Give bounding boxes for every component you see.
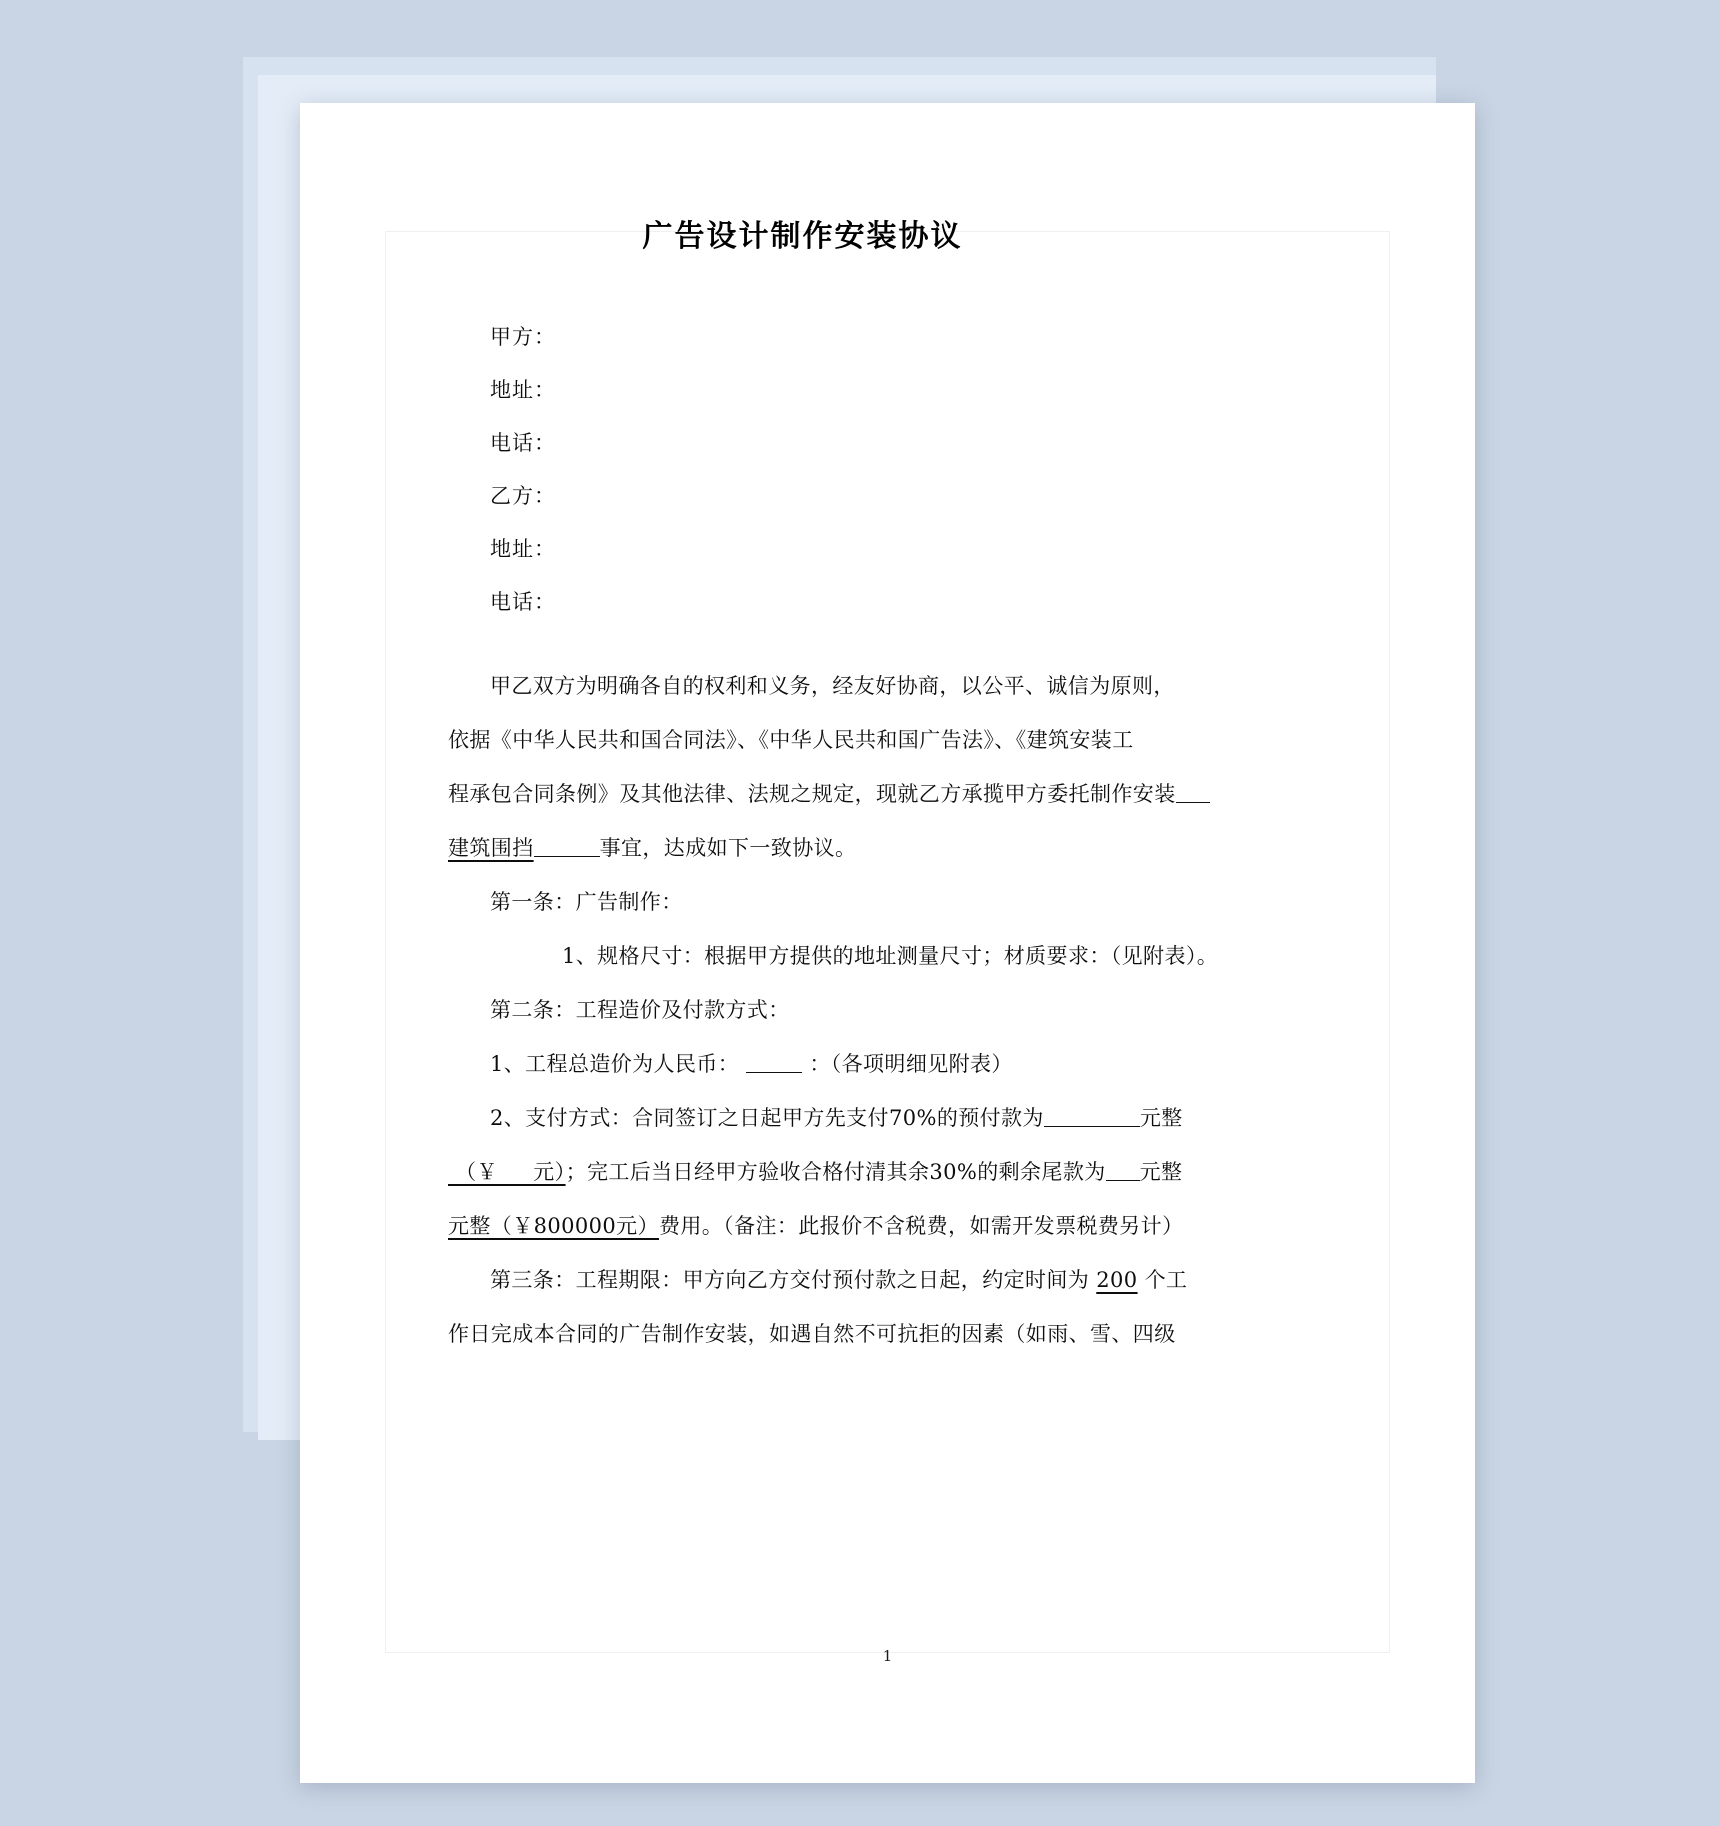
field-party-b-phone: 电话：	[490, 590, 556, 614]
field-party-a-address: 地址：	[490, 378, 556, 402]
clause-2-item-2-after: 费用。（备注：此报价不含税费，如需开发票税费另计）	[658, 1214, 1184, 1238]
clause-1-heading-text: 第一条：广告制作：	[490, 890, 683, 914]
preamble-line-1	[300, 659, 1305, 713]
preamble-text-3: 程承包合同条例》及其他法律、法规之规定，现就乙方承揽甲方委托制作安装	[448, 782, 1176, 806]
preamble-text-4: 事宜，达成如下一致协议。	[599, 836, 857, 860]
clause-2-item-2-line-1	[300, 1091, 1305, 1145]
clause-1-item-1-text: 1、规格尺寸：根据甲方提供的地址测量尺寸；材质要求：（见附表）。	[562, 944, 1219, 968]
final-amount-currency-group[interactable]: 元整（￥800000元）	[448, 1214, 659, 1238]
clause-2-item-2-mid1-partial: 元整	[1139, 1106, 1183, 1130]
field-party-a-phone: 电话：	[490, 431, 556, 455]
preamble-line-3	[300, 767, 1305, 821]
clause-2-heading	[300, 983, 1305, 1037]
clause-2-item-2-line-3	[300, 1199, 1305, 1253]
clause-3-heading-after: 作日完成本合同的广告制作安装，如遇自然不可抗拒的因素（如雨、雪、四级	[448, 1322, 1176, 1346]
clause-2-item-1-after: ：（各项明细见附表）	[809, 1052, 1013, 1076]
page-title: 广告设计制作安装协议	[642, 219, 963, 254]
filled-subject-value[interactable]: 建筑围挡	[448, 836, 534, 860]
clause-2-item-1	[300, 1037, 1305, 1091]
inline-blank-total-price[interactable]	[746, 1052, 802, 1073]
clause-1-heading	[300, 875, 1305, 929]
clause-3-line-1	[300, 1253, 1305, 1307]
inline-blank-final-amount[interactable]	[1106, 1160, 1140, 1181]
preamble-line-4	[300, 821, 1305, 875]
inline-blank-subject-trail[interactable]	[534, 836, 600, 857]
preamble-line-2	[300, 713, 1305, 767]
clause-2-item-1-before: 1、工程总造价为人民币：	[490, 1052, 740, 1076]
page-number: 1	[882, 1647, 893, 1665]
field-party-b-name: 乙方：	[490, 484, 556, 508]
advance-amount-currency-group[interactable]: （￥ 元）	[448, 1160, 566, 1184]
clause-3-unit-lead: 个工	[1144, 1268, 1188, 1292]
clause-3-line-2	[300, 1307, 1305, 1361]
work-days-value[interactable]: 200	[1096, 1268, 1138, 1292]
document-body	[300, 103, 1305, 1361]
inline-blank-advance-amount[interactable]	[1044, 1106, 1140, 1127]
party-fields-block	[300, 311, 1305, 629]
preamble-text-2: 依据《中华人民共和国合同法》、《中华人民共和国广告法》、《建筑安装工	[448, 728, 1134, 752]
clause-1-item-1	[300, 929, 1305, 983]
clause-3-heading-before: 第三条：工程期限：甲方向乙方交付预付款之日起，约定时间为	[490, 1268, 1090, 1292]
field-party-b-address: 地址：	[490, 537, 556, 561]
clause-2-heading-text: 第二条：工程造价及付款方式：	[490, 998, 790, 1022]
clause-2-item-2-before: 2、支付方式：合同签订之日起甲方先支付70%的预付款为	[490, 1106, 1044, 1130]
clause-2-item-2-line-2	[300, 1145, 1305, 1199]
clause-2-item-2-mid3: ；完工后当日经甲方验收合格付清其余30%的剩余尾款为	[565, 1160, 1106, 1184]
clause-2-item-2-final-unit: 元整	[1139, 1160, 1183, 1184]
field-party-a-name: 甲方：	[490, 325, 556, 349]
inline-blank-subject-lead[interactable]	[1176, 782, 1210, 803]
document-page	[300, 103, 1475, 1783]
preamble-text-1: 甲乙双方为明确各自的权利和义务，经友好协商，以公平、诚信为原则，	[490, 674, 1175, 698]
